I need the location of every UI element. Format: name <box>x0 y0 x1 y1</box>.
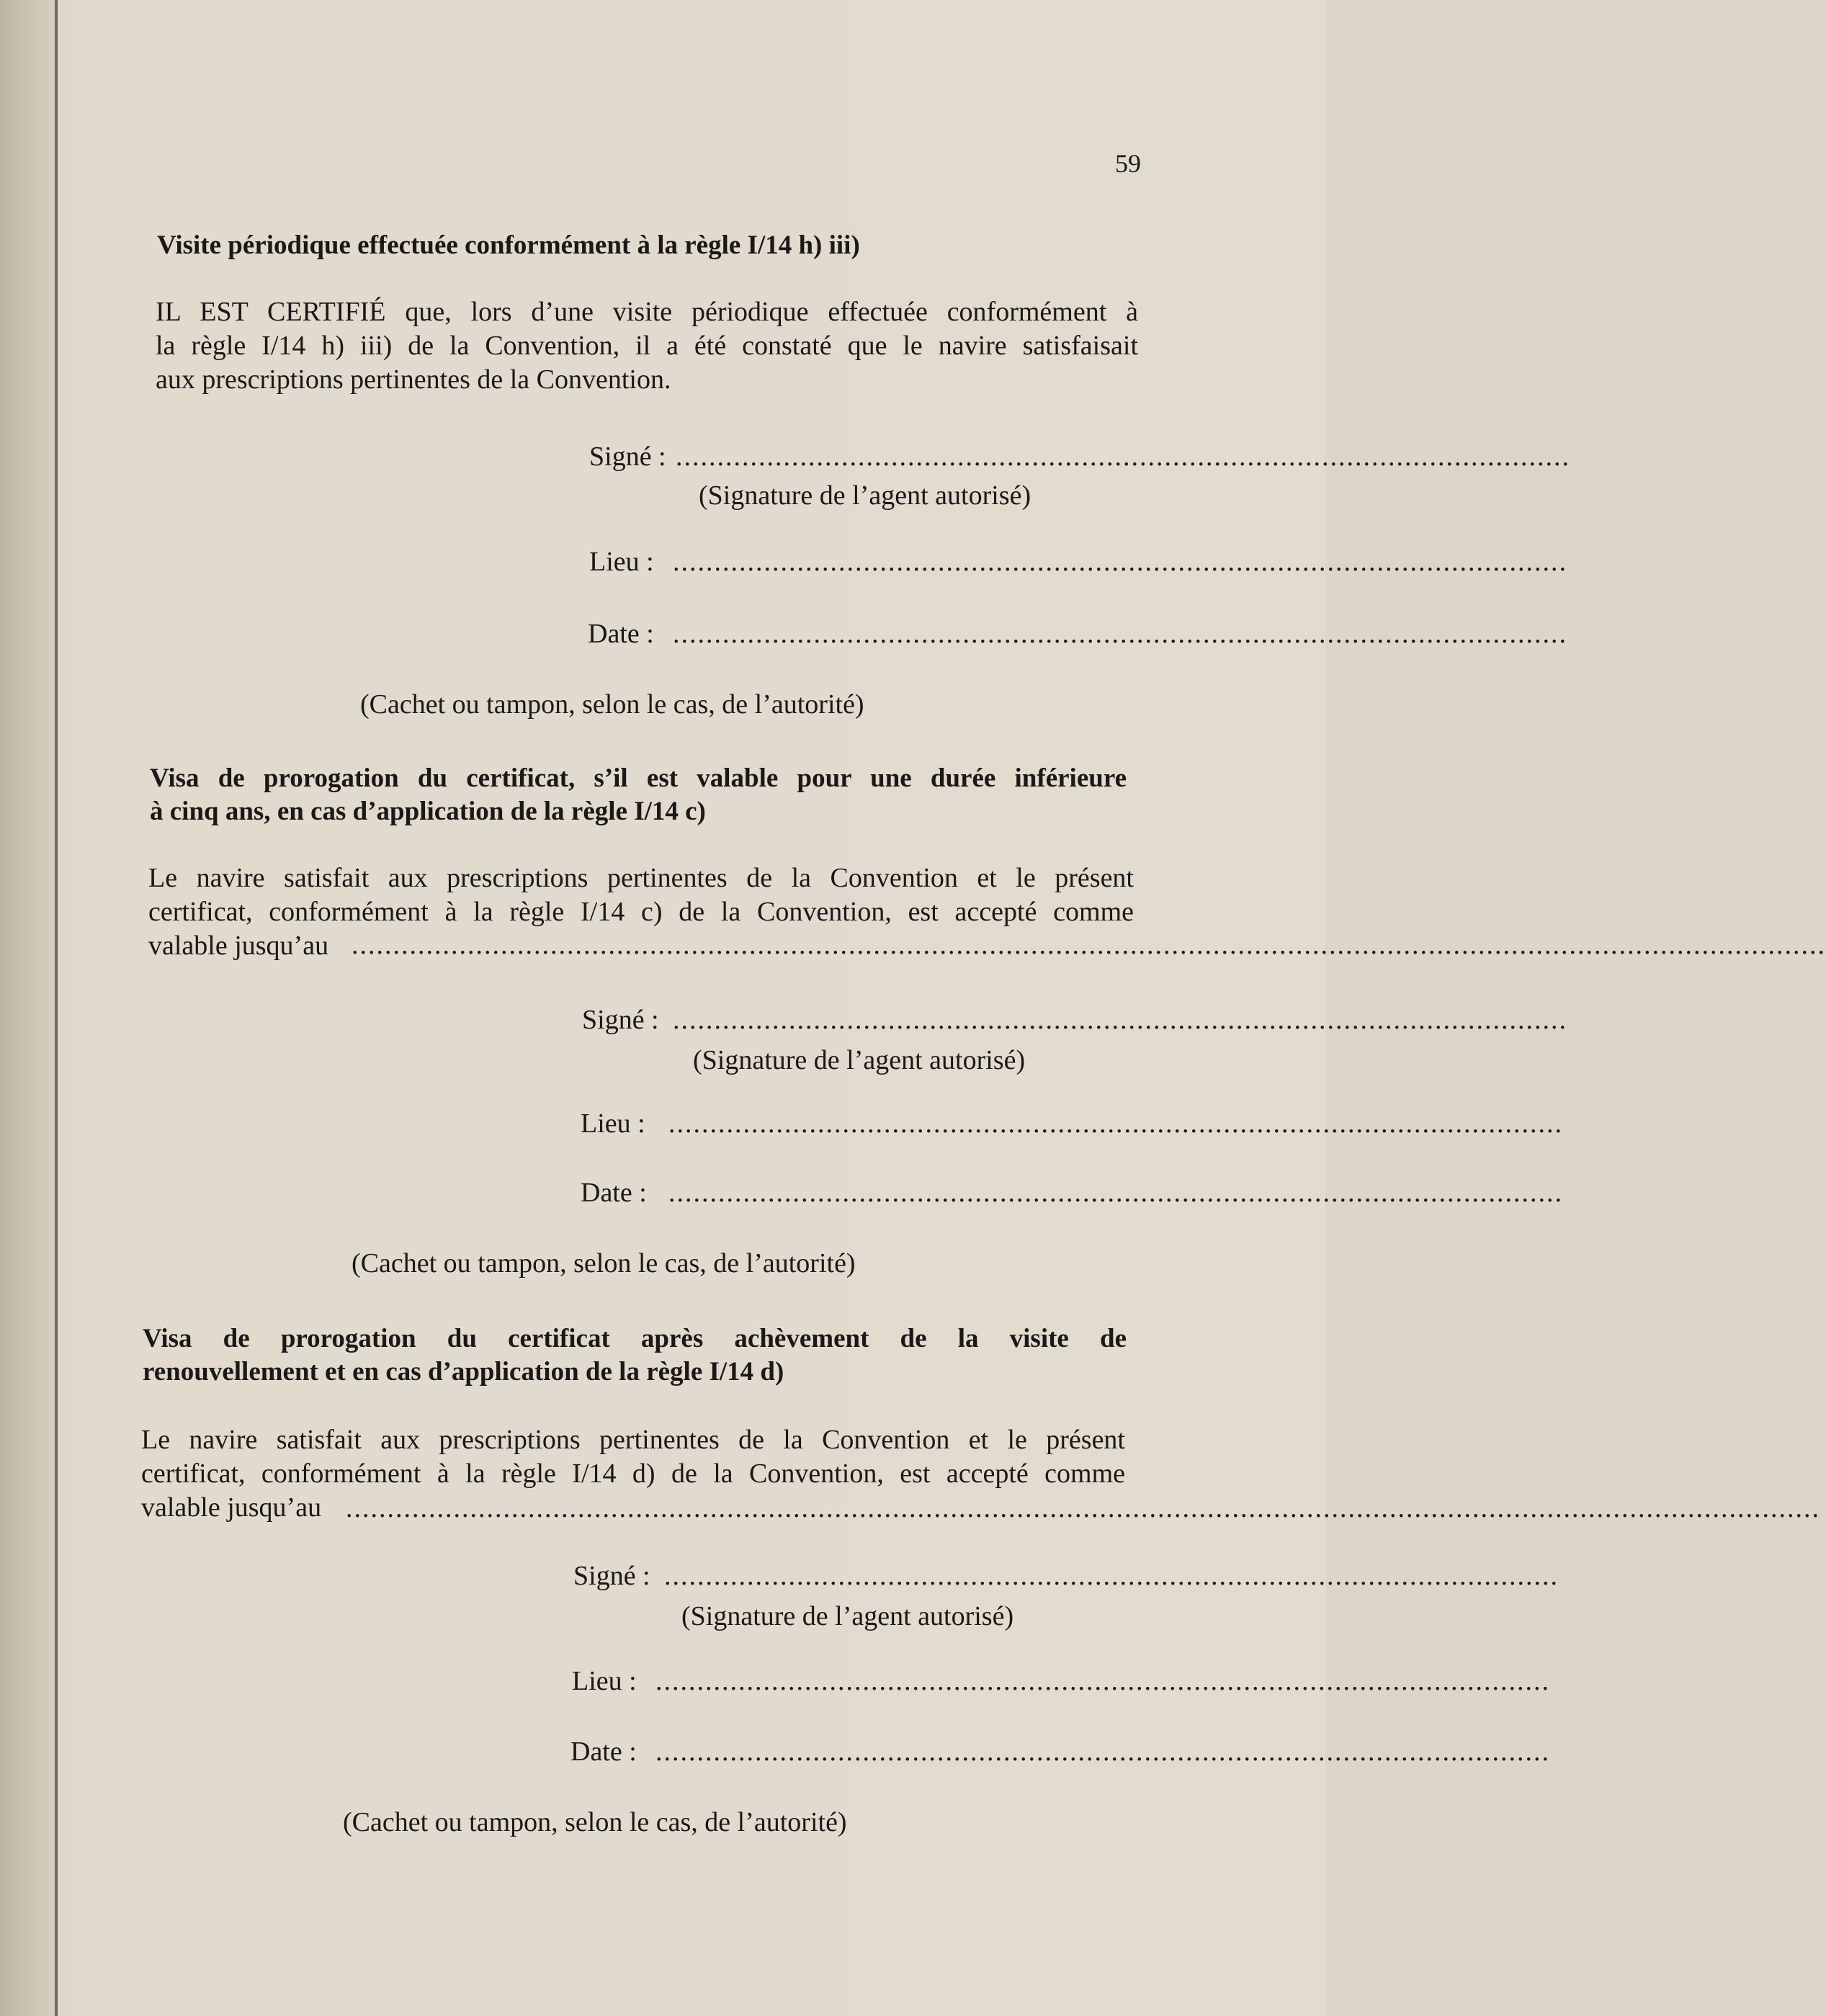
section-3-date-line: ............................................................................................................ <box>655 1737 1550 1767</box>
paragraph-line: IL EST CERTIFIÉ que, lors d’une visite périodique effectuée conformément à <box>156 297 1138 327</box>
paragraph-line: la règle I/14 h) iii) de la Convention, il a été constaté que le navire satisfaisait <box>156 331 1138 361</box>
section-3-valid-until-line: .................................................................................................................................................................................. <box>346 1493 1820 1523</box>
section-1-signed-line: ............................................................................................................ <box>676 442 1570 472</box>
book-gutter-shadow <box>0 0 55 2016</box>
section-1-place-line: ............................................................................................................ <box>673 547 1567 577</box>
section-3-signature-caption: (Signature de l’agent autorisé) <box>681 1601 1014 1631</box>
heading-line: Visite périodique effectuée conformément à la règle I/14 h) iii) <box>157 230 860 260</box>
section-2-date-line: ............................................................................................................ <box>668 1178 1563 1208</box>
section-1-seal-text: (Cachet ou tampon, selon le cas, de l’autorité) <box>360 689 864 720</box>
section-1-heading <box>157 229 964 262</box>
section-2-signed-line: ............................................................................................................ <box>673 1005 1567 1035</box>
section-1-paragraph <box>156 295 1138 397</box>
section-3-seal-text: (Cachet ou tampon, selon le cas, de l’autorité) <box>343 1807 847 1837</box>
section-3-signed-label: Signé : <box>573 1561 650 1591</box>
section-2-signed-label: Signé : <box>582 1005 659 1035</box>
paragraph-line: certificat, conformément à la règle I/14 c) de la Convention, est accepté comme <box>148 897 1134 927</box>
section-1-place-label: Lieu : <box>589 547 654 577</box>
book-spine-edge <box>55 0 58 2016</box>
section-1-date-line: ............................................................................................................ <box>673 619 1567 649</box>
heading-line: Visa de prorogation du certificat après achèvement de la visite de <box>143 1324 1127 1353</box>
section-2-place-label: Lieu : <box>581 1108 645 1139</box>
paragraph-line: Le navire satisfait aux prescriptions pertinentes de la Convention et le présent <box>141 1425 1125 1455</box>
section-3-heading <box>143 1322 1127 1389</box>
paragraph-line: valable jusqu’au <box>148 931 329 961</box>
page-number: 59 <box>1115 149 1141 178</box>
section-3-date-label: Date : <box>570 1737 637 1767</box>
section-2-valid-until-line: .................................................................................................................................................................................. <box>352 930 1826 960</box>
paragraph-line: certificat, conformément à la règle I/14 d) de la Convention, est accepté comme <box>141 1459 1125 1489</box>
heading-line: à cinq ans, en cas d’application de la règle I/14 c) <box>150 797 706 826</box>
section-3-place-line: ............................................................................................................ <box>655 1666 1550 1696</box>
section-2-signature-caption: (Signature de l’agent autorisé) <box>693 1045 1026 1075</box>
section-1-date-label: Date : <box>588 619 654 649</box>
section-2-heading <box>150 762 1127 828</box>
section-1-signature-caption: (Signature de l’agent autorisé) <box>699 480 1031 511</box>
section-3-place-label: Lieu : <box>572 1666 637 1696</box>
heading-line: renouvellement et en cas d’application de la règle I/14 d) <box>143 1357 784 1386</box>
section-3-signed-line: ............................................................................................................ <box>664 1561 1559 1591</box>
paragraph-line: aux prescriptions pertinentes de la Convention. <box>156 364 671 395</box>
section-2-seal-text: (Cachet ou tampon, selon le cas, de l’autorité) <box>352 1248 856 1278</box>
paragraph-line: valable jusqu’au <box>141 1492 322 1523</box>
section-2-place-line: ............................................................................................................ <box>668 1108 1563 1139</box>
section-1-signed-label: Signé : <box>589 442 666 472</box>
paragraph-line: Le navire satisfait aux prescriptions pertinentes de la Convention et le présent <box>148 863 1134 893</box>
section-2-date-label: Date : <box>581 1178 647 1208</box>
heading-line: Visa de prorogation du certificat, s’il est valable pour une durée inférieure <box>150 763 1127 793</box>
